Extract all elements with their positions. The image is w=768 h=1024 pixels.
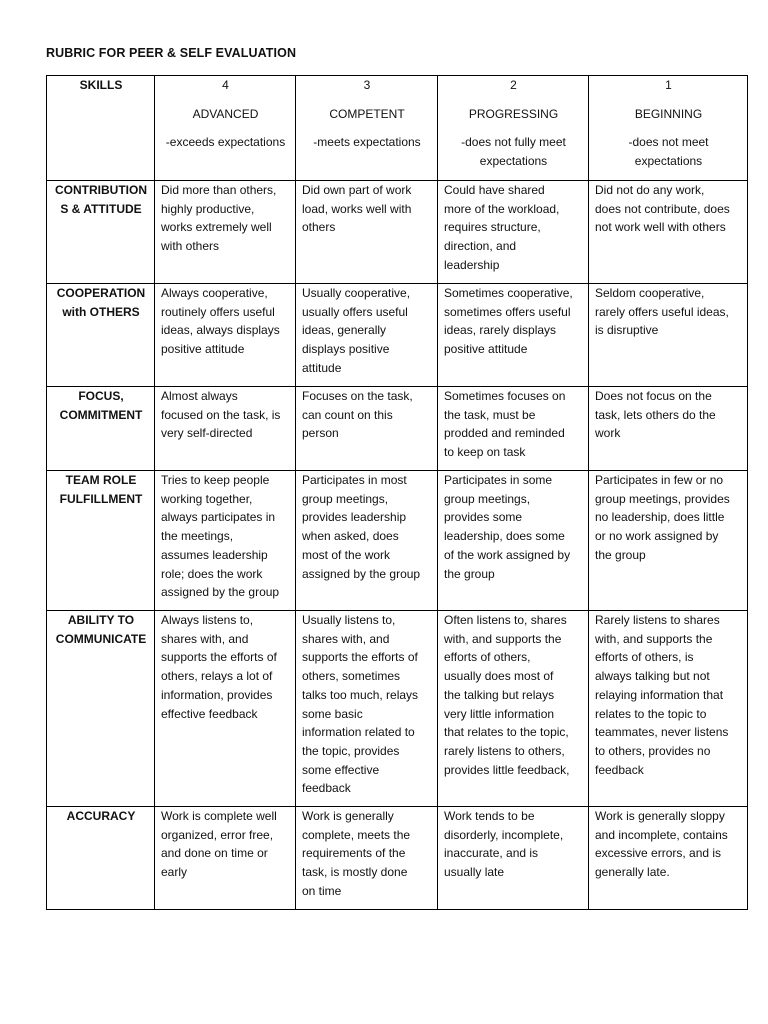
cell-text: Almost always focused on the task, is very self-directed	[161, 389, 281, 441]
level-name: ADVANCED	[192, 106, 259, 121]
rubric-cell	[589, 284, 748, 387]
rubric-cell	[589, 181, 748, 284]
header-row	[47, 76, 748, 181]
cell-text: Seldom cooperative, rarely offers useful ideas, is disruptive	[595, 286, 729, 338]
rubric-cell	[589, 387, 748, 471]
cell-text: Work is complete well organized, error free, and done on time or early	[161, 809, 277, 880]
level-header-advanced	[155, 76, 296, 181]
cell-text: Work tends to be disorderly, incomplete, inaccurate, and is usually late	[444, 809, 564, 880]
rubric-cell	[155, 471, 296, 611]
rubric-cell	[589, 807, 748, 910]
level-number: 2	[510, 78, 517, 92]
skill-label: COOPERATION with OTHERS	[56, 286, 146, 319]
rubric-cell	[155, 181, 296, 284]
cell-text: Always cooperative, routinely offers useful ideas, always displays positive attitude	[161, 286, 280, 357]
rubric-cell	[155, 284, 296, 387]
rubric-cell	[438, 807, 589, 910]
cell-text: Tries to keep people working together, always participates in the meetings, assumes leadership role; does the work assigned by the group	[161, 473, 280, 600]
cell-text: Work is generally complete, meets the requirements of the task, is mostly done on time	[302, 809, 411, 898]
rubric-cell	[438, 471, 589, 611]
skill-label: CONTRIBUTION S & ATTITUDE	[55, 183, 147, 216]
level-description: -does not meet expectations	[628, 135, 709, 169]
level-number: 3	[363, 78, 371, 92]
level-description: -exceeds expectations	[165, 135, 286, 150]
level-name: COMPETENT	[329, 106, 405, 121]
cell-text: Always listens to, shares with, and supports the efforts of others, relays a lot of information, provides effective feedback	[161, 613, 277, 721]
rubric-cell	[296, 284, 438, 387]
skill-cell	[47, 387, 155, 471]
rubric-cell	[589, 611, 748, 807]
level-header-beginning	[589, 76, 748, 181]
cell-text: Participates in some group meetings, provides some leadership, does some of the work assigned by the group	[444, 473, 571, 581]
skill-cell	[47, 181, 155, 284]
table-row	[47, 387, 748, 471]
cell-text: Often listens to, shares with, and supports the efforts of others, usually does most of the talking but relays very little information that relates to the topic, rarely listens to others, provides little feedback,	[444, 613, 570, 777]
rubric-table	[46, 75, 748, 910]
level-number: 4	[222, 78, 229, 92]
skill-label: ACCURACY	[66, 809, 136, 823]
cell-text: Work is generally sloppy and incomplete, contains excessive errors, and is generally late.	[595, 809, 728, 880]
level-header-competent	[296, 76, 438, 181]
rubric-cell	[438, 284, 589, 387]
rubric-cell	[438, 611, 589, 807]
rubric-cell	[296, 181, 438, 284]
cell-text: Sometimes focuses on the task, must be prodded and reminded to keep on task	[444, 389, 566, 460]
cell-text: Could have shared more of the workload, requires structure, direction, and leadership	[444, 183, 560, 272]
page-title: RUBRIC FOR PEER & SELF EVALUATION	[46, 46, 297, 60]
cell-text: Focuses on the task, can count on this person	[302, 389, 413, 441]
table-row	[47, 284, 748, 387]
rubric-cell	[155, 807, 296, 910]
rubric-cell	[296, 807, 438, 910]
cell-text: Did own part of work load, works well with others	[302, 183, 412, 235]
skill-cell	[47, 284, 155, 387]
skills-header-cell	[47, 76, 155, 181]
table-row	[47, 181, 748, 284]
rubric-cell	[296, 611, 438, 807]
cell-text: Usually listens to, shares with, and supports the efforts of others, sometimes talks too much, relays some basic information related to the topic, provides some effective feedback	[302, 613, 419, 796]
cell-text: Usually cooperative, usually offers useful ideas, generally displays positive attitude	[302, 286, 411, 375]
cell-text: Rarely listens to shares with, and supports the efforts of others, is always talking but not relaying information that relates to the topic to teammates, never listens to others, provides no feedback	[595, 613, 729, 777]
table-row	[47, 611, 748, 807]
cell-text: Participates in most group meetings, provides leadership when asked, does most of the work assigned by the group	[302, 473, 421, 581]
level-number: 1	[665, 78, 672, 92]
skill-label: FOCUS, COMMITMENT	[59, 389, 143, 422]
cell-text: Sometimes cooperative, sometimes offers useful ideas, rarely displays positive attitude	[444, 286, 573, 357]
level-description: -does not fully meet expectations	[461, 135, 566, 169]
rubric-cell	[296, 387, 438, 471]
skill-cell	[47, 807, 155, 910]
rubric-cell	[155, 611, 296, 807]
level-name: BEGINNING	[634, 106, 703, 121]
rubric-cell	[438, 387, 589, 471]
level-name: PROGRESSING	[468, 106, 559, 121]
table-row	[47, 471, 748, 611]
cell-text: Participates in few or no group meetings, provides no leadership, does little or no work assigned by the group	[595, 473, 730, 562]
rubric-cell	[296, 471, 438, 611]
rubric-cell	[155, 387, 296, 471]
cell-text: Did more than others, highly productive, works extremely well with others	[161, 183, 277, 254]
rubric-cell	[589, 471, 748, 611]
level-header-progressing	[438, 76, 589, 181]
cell-text: Does not focus on the task, lets others do the work	[595, 389, 716, 441]
skill-cell	[47, 471, 155, 611]
cell-text: Did not do any work, does not contribute, does not work well with others	[595, 183, 730, 235]
rubric-cell	[438, 181, 589, 284]
skill-cell	[47, 611, 155, 807]
skill-label: ABILITY TO COMMUNICATE	[55, 613, 147, 646]
skill-label: TEAM ROLE FULFILLMENT	[59, 473, 143, 506]
skills-header-label: SKILLS	[79, 78, 123, 92]
level-description: -meets expectations	[313, 135, 421, 150]
table-row	[47, 807, 748, 910]
